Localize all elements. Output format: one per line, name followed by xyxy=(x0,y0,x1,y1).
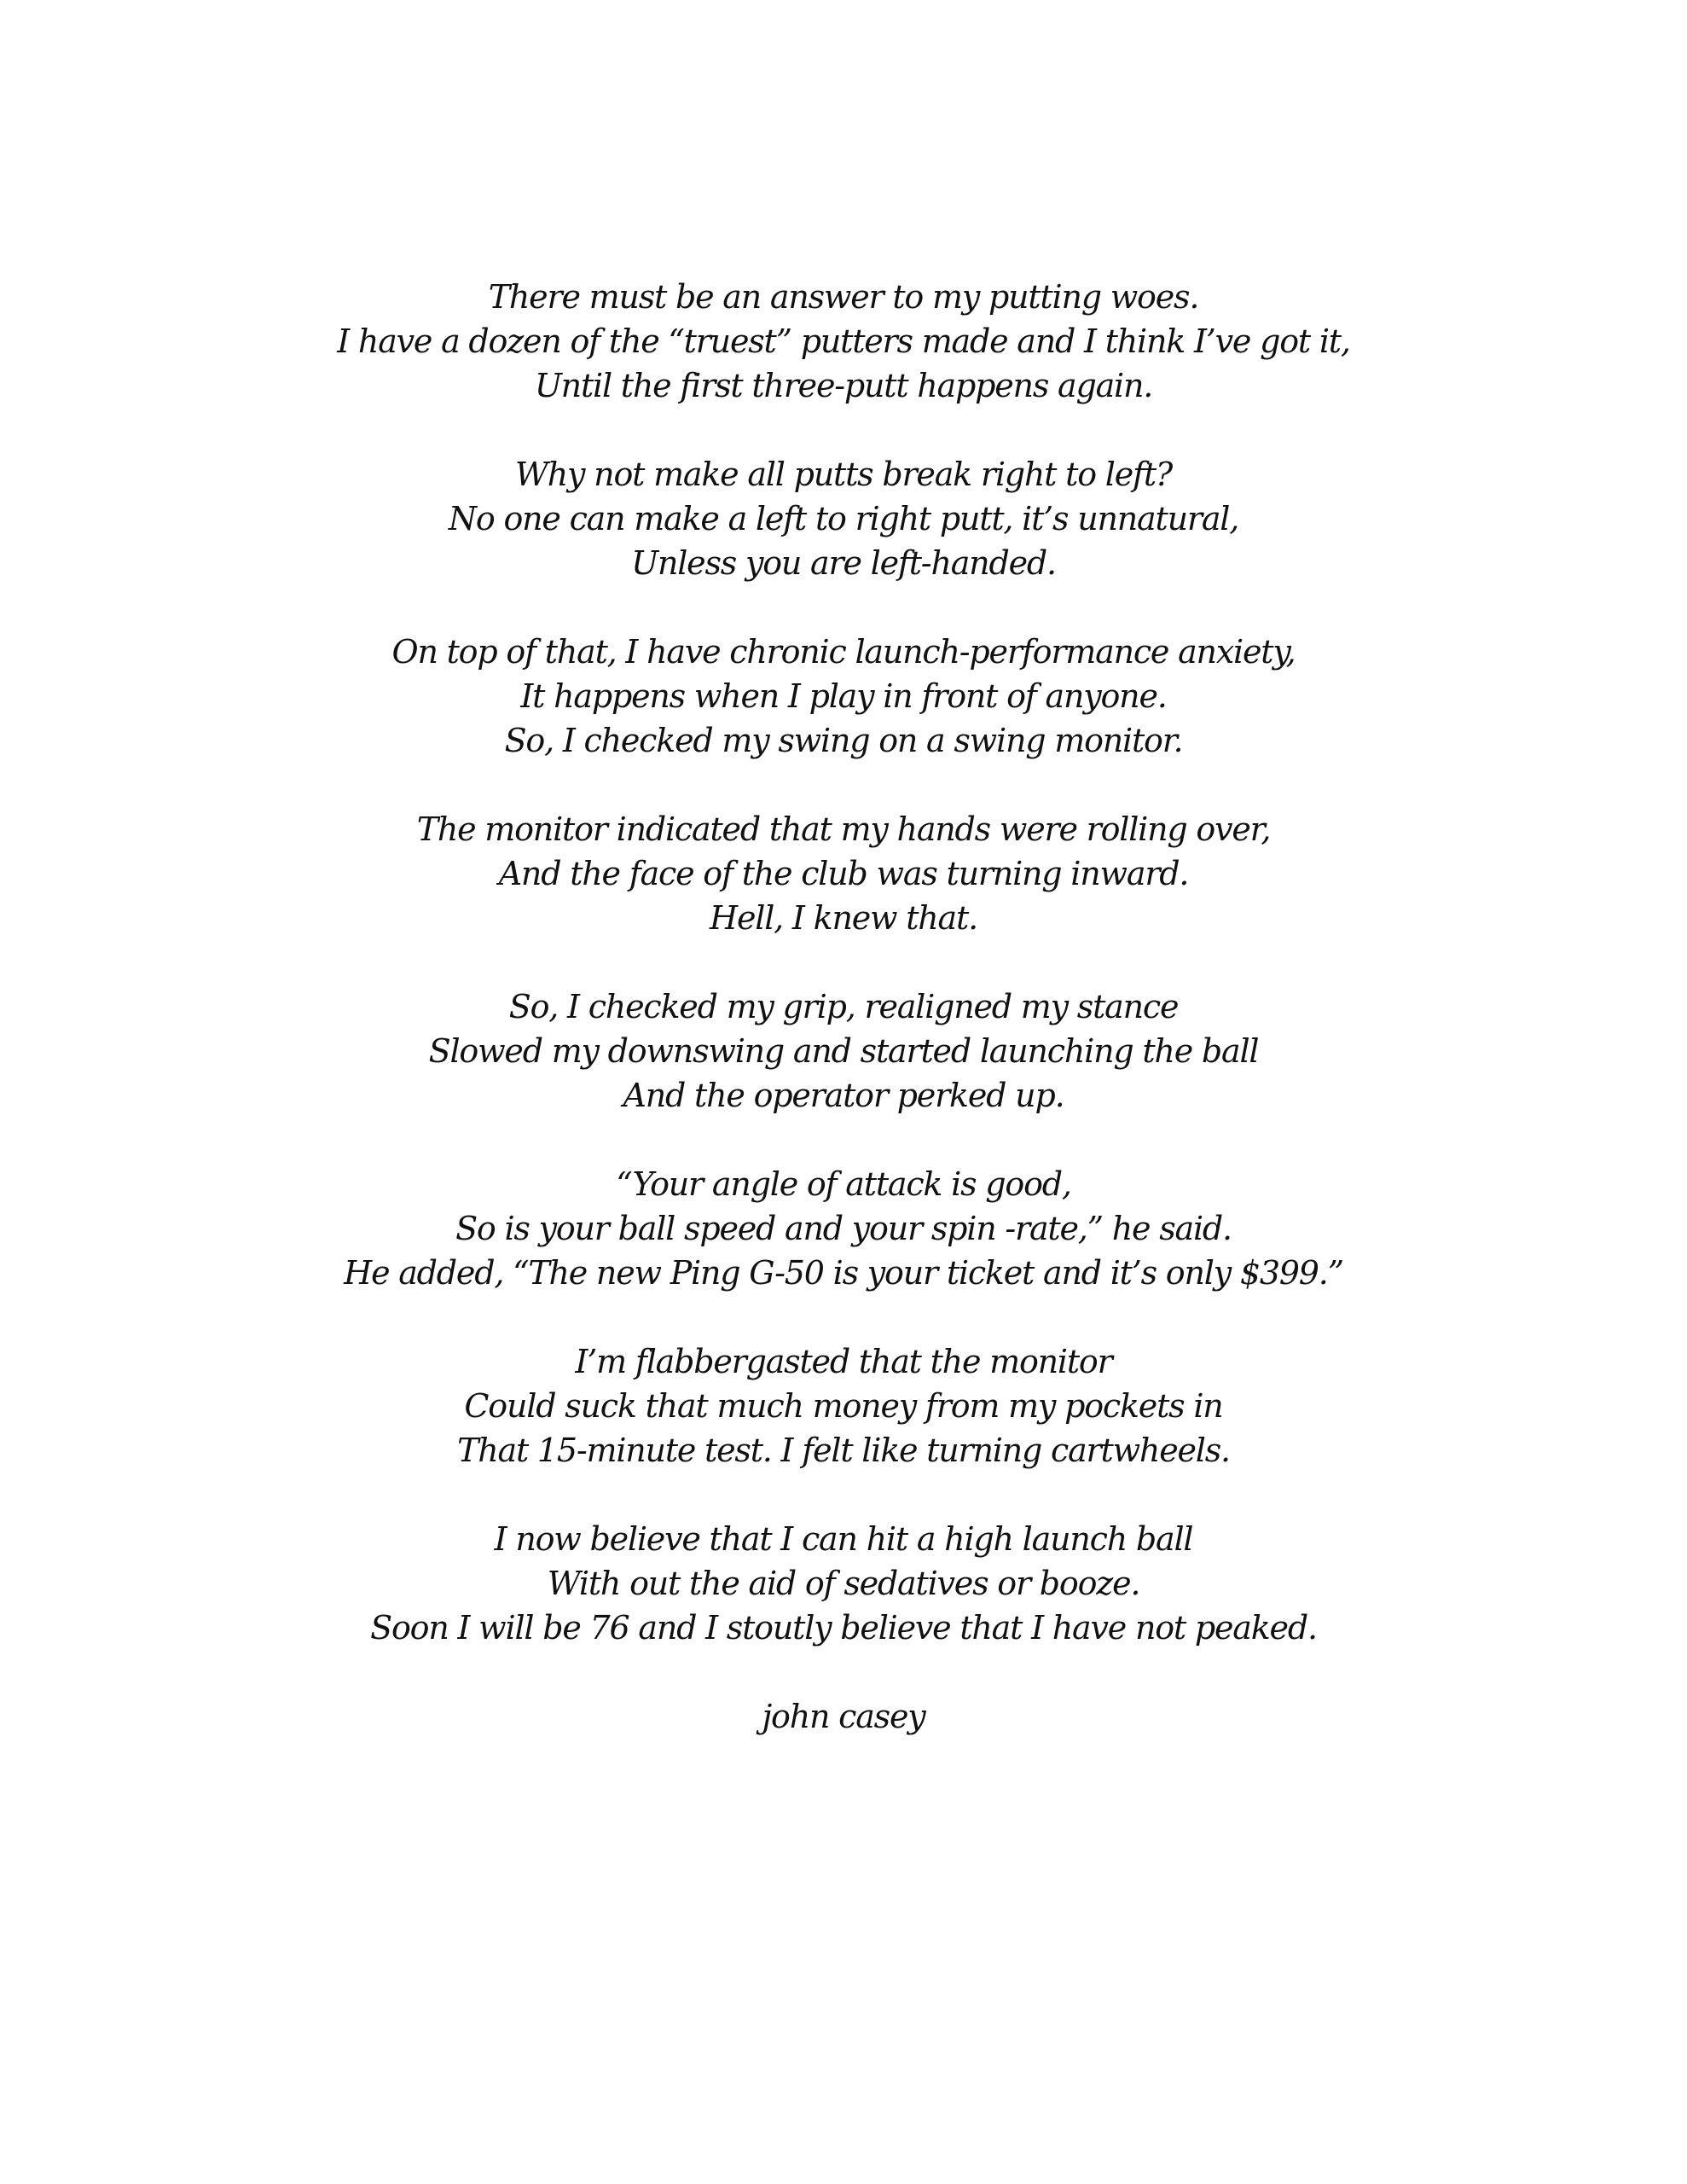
poem-line: No one can make a left to right putt, it’s unnatural, xyxy=(448,500,1239,537)
poem-line: He added, “The new Ping G-50 is your ticket and it’s only $399.” xyxy=(344,1254,1343,1292)
stanza-4 xyxy=(0,807,1687,940)
poem-line: There must be an answer to my putting woes. xyxy=(488,278,1199,316)
stanza-5 xyxy=(0,985,1687,1118)
poem-line: Until the first three-putt happens again. xyxy=(534,367,1153,404)
poem-line: With out the aid of sedatives or booze. xyxy=(547,1565,1140,1602)
poem-line: I’m flabbergasted that the monitor xyxy=(575,1343,1112,1380)
author-signature: john casey xyxy=(762,1698,925,1735)
poem-line: Soon I will be 76 and I stoutly believe that I have not peaked. xyxy=(370,1609,1317,1647)
poem-line: The monitor indicated that my hands were rolling over, xyxy=(416,810,1271,848)
poem-line: Hell, I knew that. xyxy=(710,899,977,937)
poem-line: So, I checked my swing on a swing monitor. xyxy=(504,722,1183,759)
stanza-2 xyxy=(0,452,1687,585)
poem-line: That 15-minute test. I felt like turning cartwheels. xyxy=(457,1432,1230,1469)
poem-line: Why not make all putts break right to left? xyxy=(514,456,1173,493)
poem-line: And the operator perked up. xyxy=(623,1077,1064,1114)
poem-line: Slowed my downswing and started launching the ball xyxy=(428,1032,1259,1070)
poem-line: And the face of the club was turning inward. xyxy=(498,855,1189,892)
poem-line: “Your angle of attack is good, xyxy=(616,1165,1071,1203)
poem-line: So is your ball speed and your spin -rate,” he said. xyxy=(455,1210,1232,1247)
stanza-6 xyxy=(0,1162,1687,1295)
stanza-8 xyxy=(0,1517,1687,1650)
poem-line: Could suck that much money from my pockets in xyxy=(464,1387,1223,1425)
stanza-3 xyxy=(0,630,1687,763)
stanza-7 xyxy=(0,1339,1687,1472)
poem-line: On top of that, I have chronic launch-performance anxiety, xyxy=(391,633,1296,671)
poem-line: So, I checked my grip, realigned my stance xyxy=(508,988,1179,1025)
poem-line: I now believe that I can hit a high launch ball xyxy=(494,1520,1193,1558)
poem-line: It happens when I play in front of anyone. xyxy=(520,677,1167,715)
poem-line: Unless you are left-handed. xyxy=(631,544,1056,582)
stanza-1 xyxy=(0,275,1687,408)
poem-line: I have a dozen of the “truest” putters made and I think I’ve got it, xyxy=(337,322,1350,360)
poem xyxy=(0,275,1687,1739)
